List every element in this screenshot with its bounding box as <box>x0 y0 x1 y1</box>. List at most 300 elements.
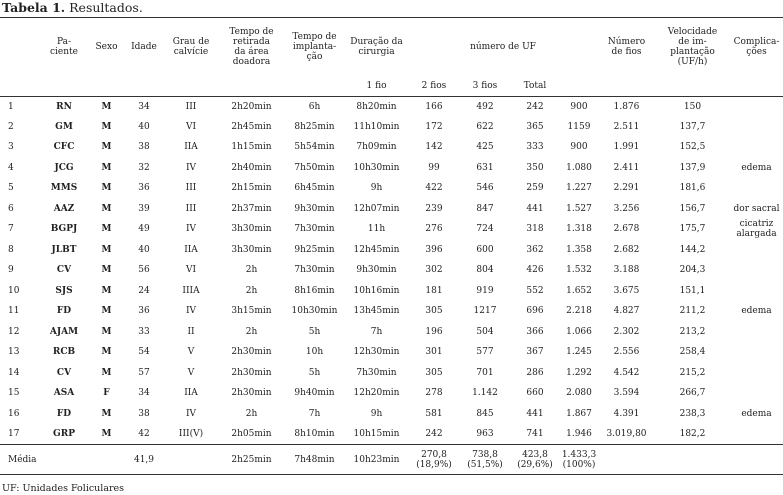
baldness-grade: III <box>185 101 197 112</box>
table-row <box>0 240 783 261</box>
col-total: Total <box>523 81 547 92</box>
uf-1-fio: 242 <box>425 429 443 439</box>
implant-speed: 215,2 <box>679 367 706 378</box>
uf-2-fios: 845 <box>476 408 494 419</box>
patient-initials: FD <box>56 306 72 317</box>
average-implant-time: 7h48min <box>294 454 335 465</box>
surgery-duration: 9h <box>370 183 383 194</box>
uf-total: 1159 <box>567 121 591 132</box>
uf-total: 1.080 <box>566 162 592 173</box>
uf-total: 2.218 <box>566 306 592 317</box>
table-row <box>0 424 783 445</box>
average-age: 41,9 <box>133 454 155 465</box>
removal-time: 2h <box>245 408 258 419</box>
uf-total: 900 <box>570 142 588 153</box>
surgery-duration: 9h30min <box>356 265 397 276</box>
footnote: UF: Unidades Foliculares <box>2 483 125 494</box>
average-label: Média <box>8 454 37 465</box>
col-numero-fios: Número de fios <box>607 37 646 57</box>
baldness-grade: V <box>187 347 195 358</box>
uf-3-fios: 696 <box>526 306 544 317</box>
sex: F <box>103 388 110 399</box>
baldness-grade: II <box>187 326 195 337</box>
uf-total: 1.245 <box>566 347 592 358</box>
uf-2-fios: 631 <box>476 162 494 173</box>
uf-2-fios: 701 <box>476 367 494 378</box>
age: 40 <box>138 244 150 255</box>
table-row <box>0 363 783 384</box>
uf-1-fio: 301 <box>425 347 443 358</box>
uf-3-fios: 286 <box>526 367 544 378</box>
sex: M <box>101 306 112 317</box>
implant-time: 7h30min <box>294 224 335 235</box>
patient-initials: MMS <box>50 183 78 194</box>
uf-3-fios: 441 <box>526 408 544 419</box>
surgery-duration: 10h30min <box>353 162 400 173</box>
col-velocidade: Velocidade de im- plantação (UF/h) <box>667 27 718 67</box>
implant-speed: 144,2 <box>679 244 706 255</box>
uf-1-fio: 276 <box>425 224 443 235</box>
baldness-grade: VI <box>185 265 197 276</box>
implant-speed: 266,7 <box>679 388 706 399</box>
surgery-duration: 11h10min <box>353 121 400 132</box>
uf-1-fio: 99 <box>428 162 440 173</box>
removal-time: 2h30min <box>231 347 272 358</box>
patient-initials: CV <box>56 367 72 378</box>
uf-1-fio: 302 <box>425 265 443 276</box>
removal-time: 2h <box>245 326 258 337</box>
complications <box>730 260 783 281</box>
baldness-grade: III <box>185 183 197 194</box>
sex: M <box>101 121 112 132</box>
uf-1-fio: 172 <box>425 121 443 132</box>
uf-2-fios: 622 <box>476 121 494 132</box>
implant-time: 5h <box>308 367 321 378</box>
table-row <box>0 158 783 179</box>
complications <box>730 322 783 343</box>
implant-speed: 211,2 <box>679 306 706 317</box>
baldness-grade: VI <box>185 121 197 132</box>
patient-initials: SJS <box>55 285 73 296</box>
sex: M <box>101 142 112 153</box>
hair-count: 2.678 <box>613 224 640 235</box>
complications <box>730 363 783 384</box>
age: 54 <box>138 347 150 358</box>
hair-count: 2.511 <box>613 121 640 132</box>
uf-total: 1.527 <box>566 203 592 214</box>
surgery-duration: 12h07min <box>353 203 400 214</box>
average-removal-time: 2h25min <box>231 454 272 465</box>
removal-time: 2h30min <box>231 388 272 399</box>
uf-1-fio: 166 <box>425 101 443 112</box>
caption-label: Tabela 1. <box>2 0 66 15</box>
hair-count: 4.827 <box>613 306 640 317</box>
implant-speed: 213,2 <box>679 326 706 337</box>
col-tempo-retirada: Tempo de retirada da área doadora <box>229 27 274 67</box>
implant-time: 8h16min <box>294 285 335 296</box>
surgery-duration: 8h20min <box>356 101 397 112</box>
surgery-duration: 10h16min <box>353 285 400 296</box>
uf-total: 1.318 <box>566 224 592 235</box>
age: 38 <box>138 142 150 153</box>
baldness-grade: V <box>187 367 195 378</box>
uf-3-fios: 365 <box>526 121 544 132</box>
sex: M <box>101 265 112 276</box>
hair-count: 3.256 <box>613 203 640 214</box>
baldness-grade: III(V) <box>178 429 204 439</box>
uf-3-fios: 741 <box>526 429 544 439</box>
complications <box>730 281 783 302</box>
uf-3-fios: 350 <box>526 162 544 173</box>
col-complicacoes: Complica- ções <box>733 37 780 57</box>
surgery-duration: 7h <box>370 326 383 337</box>
uf-2-fios: 963 <box>476 429 494 439</box>
table-row <box>0 96 783 117</box>
implant-speed: 150 <box>683 101 702 112</box>
hair-count: 2.682 <box>613 244 640 255</box>
row-number: 6 <box>8 203 14 214</box>
uf-total: 1.292 <box>566 367 592 378</box>
patient-initials: GRP <box>53 429 75 439</box>
implant-speed: 156,7 <box>679 203 706 214</box>
average-duration: 10h23min <box>353 454 400 465</box>
surgery-duration: 12h20min <box>353 388 400 399</box>
table-row <box>0 117 783 138</box>
patient-initials: GM <box>55 121 73 132</box>
uf-2-fios: 847 <box>476 203 494 214</box>
age: 56 <box>138 265 150 276</box>
implant-time: 8h25min <box>294 121 335 132</box>
age: 36 <box>138 183 150 194</box>
uf-total: 1.867 <box>566 408 592 419</box>
age: 24 <box>138 285 150 296</box>
row-number: 1 <box>8 101 14 112</box>
col-3-fios: 3 fios <box>472 81 498 92</box>
patient-initials: BGPJ <box>50 224 78 235</box>
baldness-grade: IIA <box>184 244 198 255</box>
uf-2-fios: 492 <box>476 101 494 112</box>
implant-time: 5h <box>308 326 321 337</box>
complications: edema <box>741 306 772 317</box>
age: 49 <box>138 224 150 235</box>
hair-count: 1.991 <box>613 142 640 153</box>
sex: M <box>101 326 112 337</box>
sex: M <box>101 183 112 194</box>
removal-time: 3h15min <box>231 306 272 317</box>
col-1-fio: 1 fio <box>366 81 387 92</box>
row-number: 17 <box>8 429 20 439</box>
implant-speed: 175,7 <box>679 224 706 235</box>
average-uf-3-fios: 423,8 (29,6%) <box>517 449 553 470</box>
hair-count: 3.019,80 <box>606 429 647 439</box>
implant-speed: 137,9 <box>679 162 706 173</box>
uf-3-fios: 242 <box>526 101 544 112</box>
hair-count: 4.542 <box>613 367 640 378</box>
baldness-grade: IIA <box>184 388 198 399</box>
age: 33 <box>138 326 150 337</box>
uf-1-fio: 196 <box>425 326 443 337</box>
table-row <box>0 383 783 404</box>
row-number: 3 <box>8 142 14 153</box>
table-caption <box>2 0 143 16</box>
baldness-grade: III <box>185 203 197 214</box>
uf-1-fio: 239 <box>425 203 443 214</box>
uf-1-fio: 142 <box>425 142 443 153</box>
hair-count: 3.188 <box>613 265 640 276</box>
row-number: 16 <box>8 408 20 419</box>
col-paciente: Pa- ciente <box>50 37 78 57</box>
baldness-grade: IV <box>185 162 197 173</box>
uf-3-fios: 259 <box>526 183 544 194</box>
surgery-duration: 12h45min <box>353 244 400 255</box>
sex: M <box>101 162 112 173</box>
patient-initials: RN <box>56 101 72 112</box>
uf-1-fio: 278 <box>425 388 443 399</box>
row-number: 8 <box>8 244 14 255</box>
age: 42 <box>138 429 150 439</box>
hair-count: 2.291 <box>613 183 640 194</box>
col-grau: Grau de calvície <box>172 37 210 57</box>
hair-count: 3.675 <box>613 285 640 296</box>
uf-3-fios: 318 <box>526 224 544 235</box>
removal-time: 1h15min <box>231 142 272 153</box>
sex: M <box>101 367 112 378</box>
complications <box>730 240 783 261</box>
complications: cicatriz alargada <box>736 219 777 240</box>
col-duracao: Duração da cirurgia <box>350 37 403 57</box>
sex: M <box>101 285 112 296</box>
hair-count: 2.556 <box>613 347 640 358</box>
complications <box>730 96 783 117</box>
average-uf-total: 1.433,3 (100%) <box>561 449 597 470</box>
sex: M <box>101 203 112 214</box>
uf-total: 1.652 <box>566 285 592 296</box>
baldness-grade: IIA <box>184 142 198 153</box>
col-sexo: Sexo <box>95 42 118 52</box>
implant-speed: 182,2 <box>679 429 706 439</box>
age: 34 <box>138 101 150 112</box>
complications <box>730 383 783 404</box>
uf-2-fios: 504 <box>476 326 494 337</box>
removal-time: 2h45min <box>231 121 272 132</box>
table-row <box>0 342 783 363</box>
sex: M <box>101 408 112 419</box>
uf-2-fios: 546 <box>476 183 494 194</box>
surgery-duration: 13h45min <box>353 306 400 317</box>
implant-speed: 137,7 <box>679 121 706 132</box>
removal-time: 2h30min <box>231 367 272 378</box>
patient-initials: JCG <box>54 162 74 173</box>
removal-time: 2h37min <box>231 203 272 214</box>
complications <box>730 342 783 363</box>
implant-time: 10h30min <box>291 306 338 317</box>
uf-total: 1.532 <box>566 265 592 276</box>
implant-time: 6h45min <box>294 183 335 194</box>
table-row <box>0 137 783 158</box>
implant-time: 9h40min <box>294 388 335 399</box>
implant-time: 7h <box>308 408 321 419</box>
uf-2-fios: 577 <box>476 347 494 358</box>
age: 36 <box>138 306 150 317</box>
implant-time: 9h25min <box>294 244 335 255</box>
complications <box>730 137 783 158</box>
surgery-duration: 7h30min <box>356 367 397 378</box>
uf-3-fios: 426 <box>526 265 544 276</box>
row-number: 14 <box>8 367 20 378</box>
removal-time: 2h15min <box>231 183 272 194</box>
uf-2-fios: 804 <box>476 265 494 276</box>
implant-time: 5h54min <box>294 142 335 153</box>
removal-time: 2h20min <box>231 101 272 112</box>
implant-speed: 238,3 <box>679 408 706 419</box>
uf-3-fios: 552 <box>526 285 544 296</box>
implant-time: 10h <box>305 347 324 358</box>
baldness-grade: IV <box>185 408 197 419</box>
average-row <box>0 445 783 475</box>
table-row <box>0 260 783 281</box>
hair-count: 1.876 <box>613 101 640 112</box>
removal-time: 2h <box>245 265 258 276</box>
uf-2-fios: 919 <box>476 285 494 296</box>
uf-total: 1.946 <box>566 429 592 439</box>
sex: M <box>101 347 112 358</box>
row-number: 13 <box>8 347 20 358</box>
average-uf-2-fios: 738,8 (51,5%) <box>467 449 503 470</box>
uf-total: 1.227 <box>566 183 592 194</box>
row-number: 15 <box>8 388 20 399</box>
uf-3-fios: 660 <box>526 388 544 399</box>
uf-2-fios: 425 <box>476 142 494 153</box>
row-number: 4 <box>8 162 14 173</box>
implant-speed: 151,1 <box>679 285 706 296</box>
surgery-duration: 9h <box>370 408 383 419</box>
uf-total: 1.066 <box>566 326 592 337</box>
hair-count: 4.391 <box>613 408 640 419</box>
table-row <box>0 322 783 343</box>
table-row <box>0 404 783 425</box>
uf-2-fios: 1217 <box>473 306 497 317</box>
hair-count: 2.411 <box>613 162 640 173</box>
surgery-duration: 12h30min <box>353 347 400 358</box>
table-row <box>0 281 783 302</box>
uf-3-fios: 441 <box>526 203 544 214</box>
row-number: 11 <box>8 306 20 317</box>
uf-1-fio: 396 <box>425 244 443 255</box>
complications: edema <box>741 162 772 173</box>
age: 34 <box>138 388 150 399</box>
patient-initials: AJAM <box>49 326 79 337</box>
col-numero-uf: número de UF <box>470 42 536 52</box>
uf-3-fios: 366 <box>526 326 544 337</box>
patient-initials: JLBT <box>51 244 77 255</box>
baldness-grade: IIIA <box>182 285 200 296</box>
uf-3-fios: 333 <box>526 142 544 153</box>
sex: M <box>101 101 112 112</box>
surgery-duration: 7h09min <box>356 142 397 153</box>
removal-time: 2h05min <box>231 429 272 439</box>
implant-speed: 258,4 <box>679 347 706 358</box>
uf-1-fio: 305 <box>425 367 443 378</box>
age: 40 <box>138 121 150 132</box>
table-row <box>0 178 783 199</box>
patient-initials: ASA <box>53 388 75 399</box>
table-row <box>0 199 783 220</box>
uf-3-fios: 362 <box>526 244 544 255</box>
uf-2-fios: 1.142 <box>472 388 498 399</box>
uf-1-fio: 422 <box>425 183 443 194</box>
row-number: 10 <box>8 285 20 296</box>
age: 32 <box>138 162 150 173</box>
hair-count: 2.302 <box>613 326 640 337</box>
implant-speed: 152,5 <box>679 142 706 153</box>
age: 39 <box>138 203 150 214</box>
complications: dor sacral <box>733 203 780 214</box>
uf-2-fios: 600 <box>476 244 494 255</box>
implant-time: 7h30min <box>294 265 335 276</box>
removal-time: 3h30min <box>231 244 272 255</box>
uf-1-fio: 181 <box>425 285 443 296</box>
uf-1-fio: 581 <box>425 408 443 419</box>
average-uf-1-fio: 270,8 (18,9%) <box>416 449 452 470</box>
age: 38 <box>138 408 150 419</box>
implant-time: 9h30min <box>294 203 335 214</box>
row-number: 9 <box>8 265 14 276</box>
row-number: 2 <box>8 121 14 132</box>
results-table <box>0 17 783 475</box>
subheader-row <box>0 77 783 96</box>
uf-total: 2.080 <box>566 388 592 399</box>
implant-speed: 204,3 <box>679 265 706 276</box>
sex: M <box>101 224 112 235</box>
row-number: 5 <box>8 183 14 194</box>
surgery-duration: 11h <box>367 224 386 235</box>
uf-1-fio: 305 <box>425 306 443 317</box>
implant-time: 6h <box>308 101 321 112</box>
uf-3-fios: 367 <box>526 347 544 358</box>
complications: edema <box>741 408 772 419</box>
patient-initials: CFC <box>53 142 75 153</box>
implant-time: 7h50min <box>294 162 335 173</box>
removal-time: 3h30min <box>231 224 272 235</box>
patient-initials: AAZ <box>53 203 75 214</box>
removal-time: 2h40min <box>231 162 272 173</box>
patient-initials: CV <box>56 265 72 276</box>
col-idade: Idade <box>131 42 157 52</box>
surgery-duration: 10h15min <box>353 429 400 439</box>
implant-time: 8h10min <box>294 429 335 439</box>
col-tempo-implantacao: Tempo de implanta- ção <box>292 32 337 62</box>
sex: M <box>101 429 112 439</box>
complications <box>730 424 783 445</box>
header-row <box>0 17 783 77</box>
patient-initials: RCB <box>52 347 76 358</box>
patient-initials: FD <box>56 408 72 419</box>
uf-total: 900 <box>570 101 588 112</box>
table-row <box>0 301 783 322</box>
table-row <box>0 219 783 240</box>
uf-total: 1.358 <box>566 244 592 255</box>
complications <box>730 117 783 138</box>
uf-2-fios: 724 <box>476 224 494 235</box>
col-2-fios: 2 fios <box>421 81 447 92</box>
hair-count: 3.594 <box>613 388 640 399</box>
baldness-grade: IV <box>185 224 197 235</box>
age: 57 <box>138 367 150 378</box>
complications <box>730 178 783 199</box>
baldness-grade: IV <box>185 306 197 317</box>
sex: M <box>101 244 112 255</box>
implant-speed: 181,6 <box>679 183 706 194</box>
